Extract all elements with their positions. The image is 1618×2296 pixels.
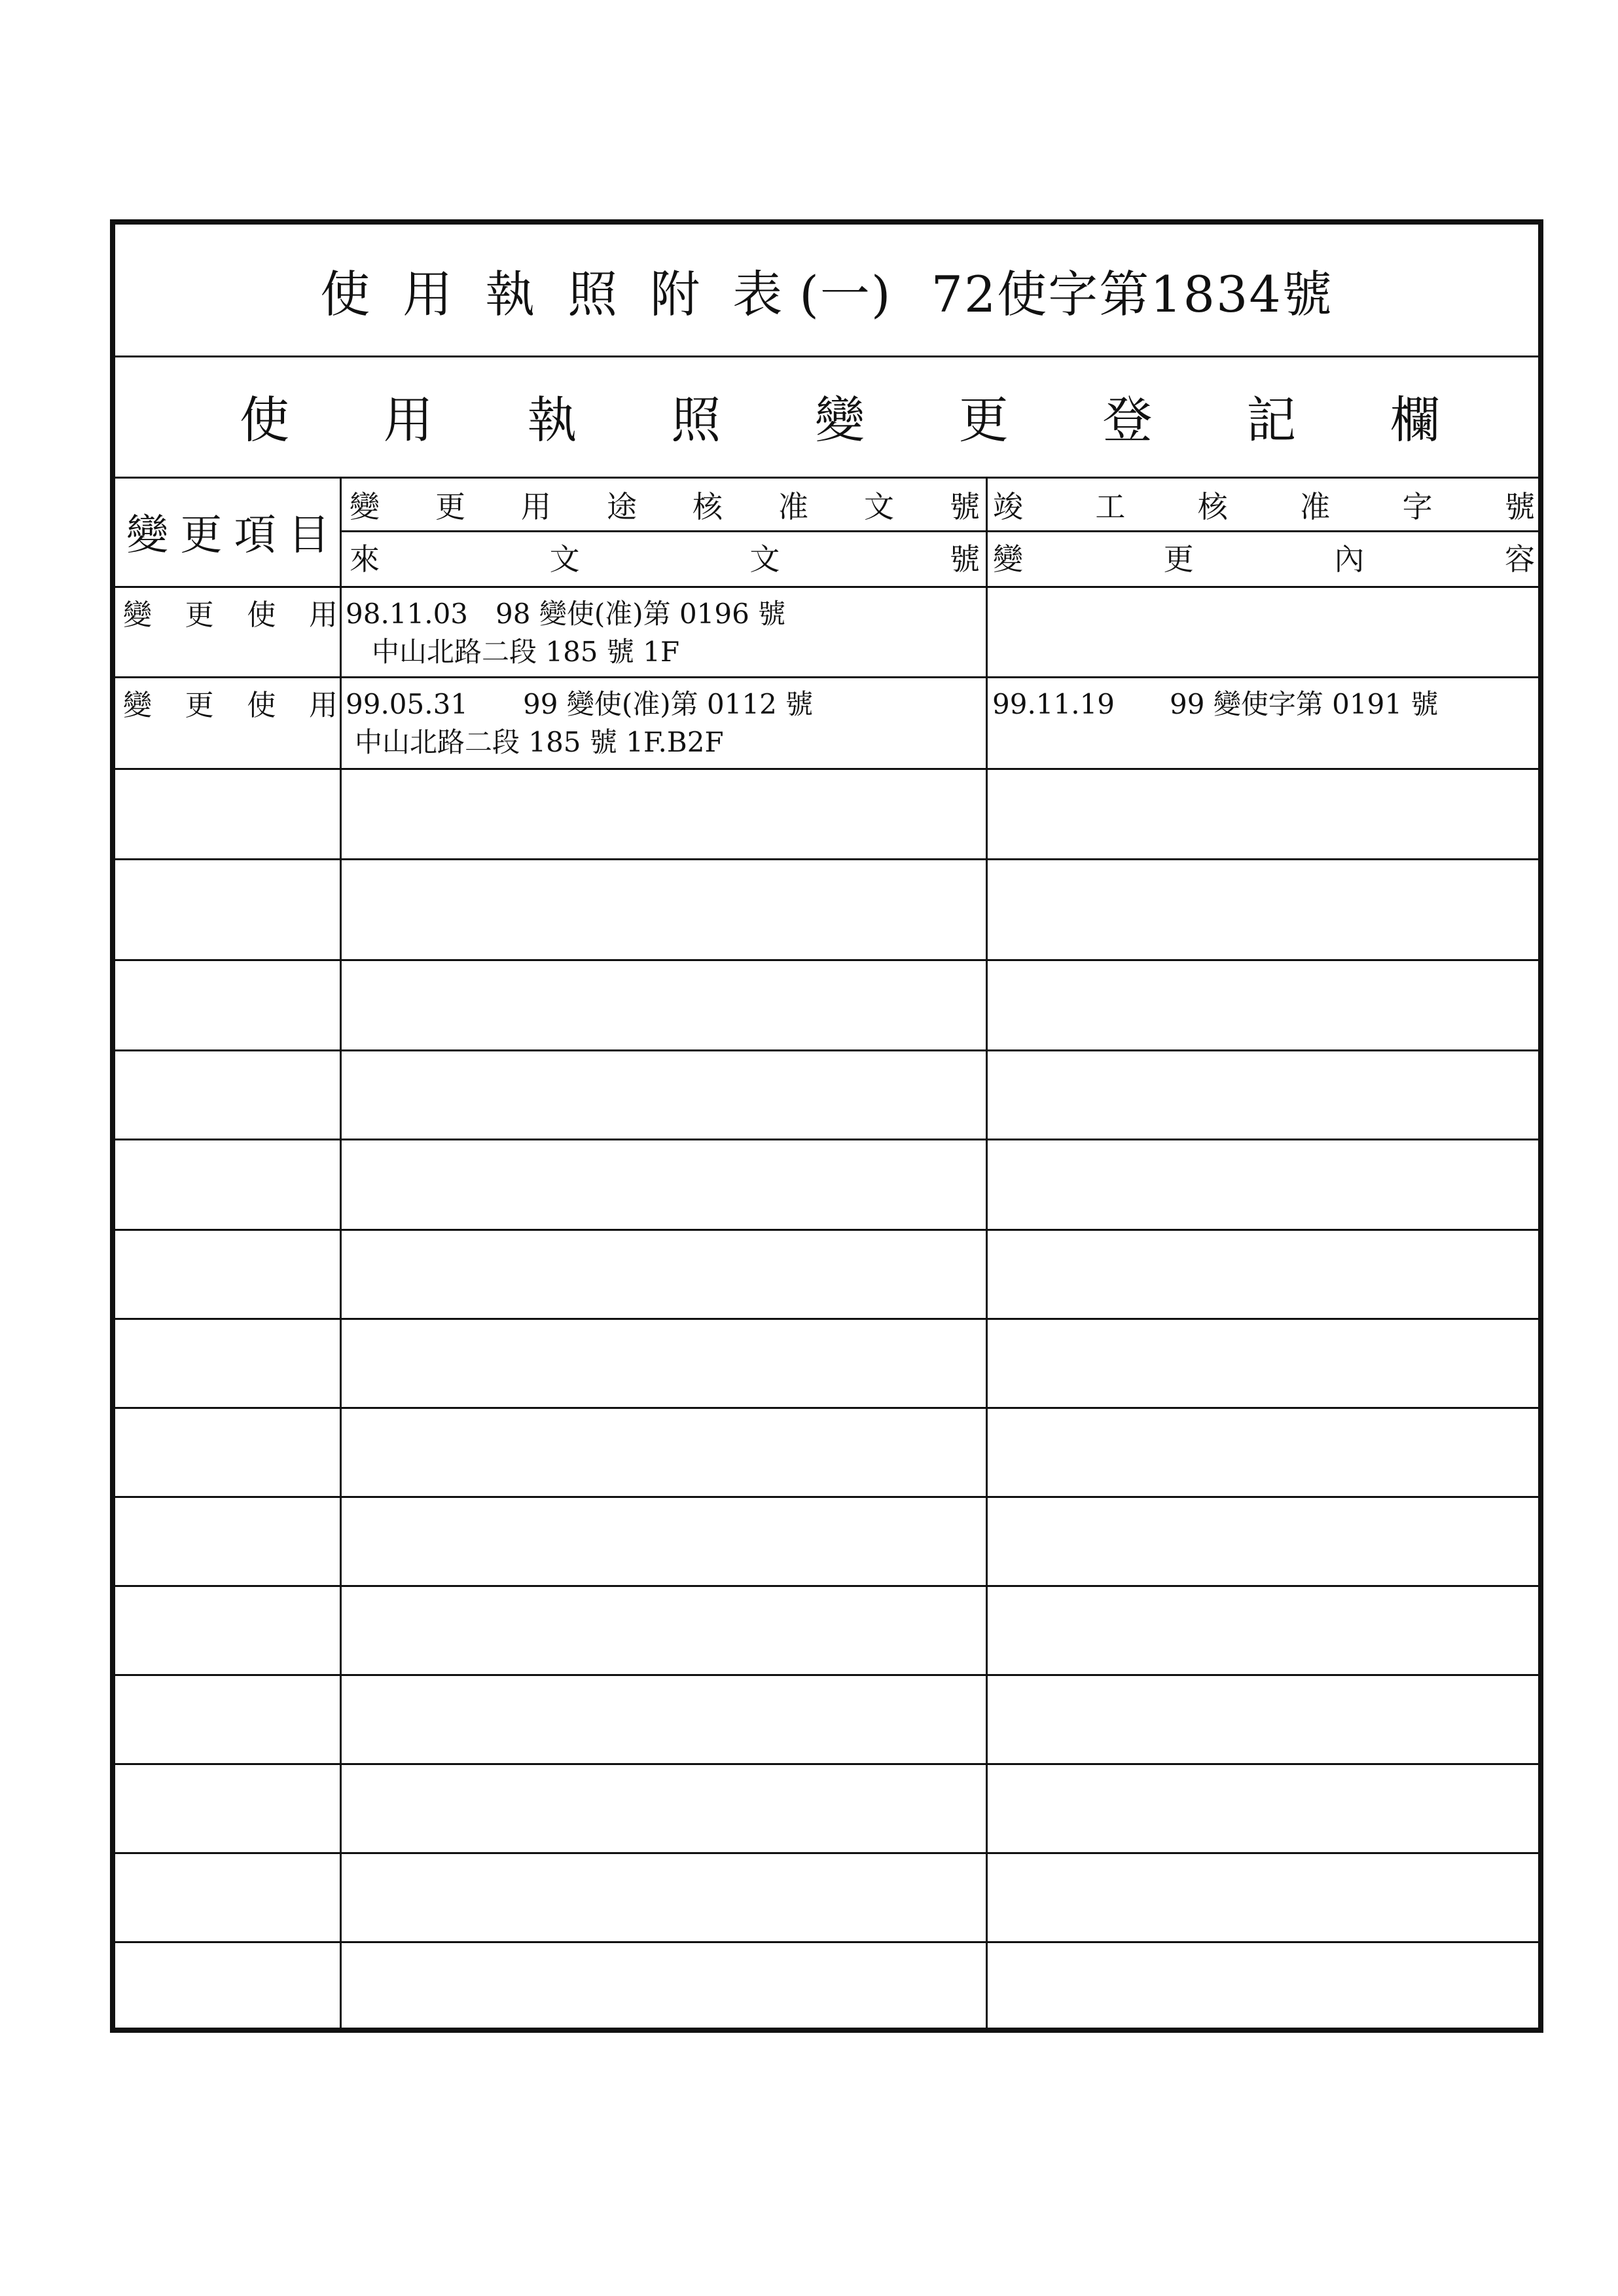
header-char: 項 (234, 511, 276, 560)
title-paren: (一) (799, 264, 892, 323)
divider (115, 1407, 1538, 1409)
header-char: 准 (778, 489, 808, 524)
item-char: 更 (185, 689, 214, 722)
header-char: 竣 (993, 489, 1023, 524)
divider (115, 768, 1538, 770)
header-char: 核 (1197, 489, 1228, 524)
header-char: 更 (180, 511, 223, 560)
title-char: 照 (567, 264, 619, 323)
divider (115, 1585, 1538, 1587)
subtitle-char: 登 (1102, 391, 1153, 449)
header-char: 用 (521, 489, 551, 524)
page-title (115, 225, 1538, 355)
subtitle-char: 使 (240, 391, 289, 449)
table-row-item (123, 687, 338, 725)
item-char: 更 (185, 598, 214, 632)
header-char: 准 (1300, 489, 1331, 524)
header-char: 核 (692, 489, 723, 524)
table-row-item (123, 596, 338, 634)
divider (115, 1318, 1538, 1320)
header-char: 號 (950, 489, 980, 524)
divider (341, 530, 1538, 532)
subtitle-char: 變 (815, 391, 865, 449)
divider (115, 1049, 1538, 1051)
divider (115, 1852, 1538, 1854)
header-char: 容 (1504, 541, 1535, 577)
header-char: 號 (949, 541, 980, 577)
subtitle-char: 照 (671, 391, 721, 449)
header-completion-approval (989, 481, 1539, 528)
item-char: 用 (308, 598, 338, 632)
header-change-content (989, 534, 1539, 581)
section-title (115, 355, 1538, 477)
header-change-item (115, 477, 341, 586)
subtitle-char: 用 (383, 391, 433, 449)
header-char: 文 (864, 489, 894, 524)
header-char: 來 (350, 541, 380, 577)
approval-line: 98.11.03 98 變使(准)第 0196 號 (346, 598, 786, 630)
column-divider (340, 477, 342, 2028)
header-char: 目 (287, 511, 330, 560)
header-char: 途 (607, 489, 637, 524)
approval-line: 99.05.31 99 變使(准)第 0112 號 (346, 688, 814, 720)
header-char: 號 (1504, 489, 1535, 524)
header-char: 工 (1095, 489, 1126, 524)
address-line: 中山北路二段 185 號 1F (372, 636, 680, 668)
item-char: 變 (123, 598, 152, 632)
header-char: 變 (350, 489, 380, 524)
title-char: 執 (485, 264, 537, 323)
subtitle-char: 欄 (1390, 391, 1440, 449)
subtitle-char: 記 (1246, 391, 1297, 449)
header-char: 內 (1334, 541, 1365, 577)
row2-completion: 99.11.19 99 變使字第 0191 號 (992, 688, 1439, 720)
divider (115, 1229, 1538, 1231)
title-char: 使 (320, 264, 372, 323)
license-number: 72使字第1834號 (931, 264, 1333, 323)
header-change-use-approval (346, 481, 984, 528)
title-char: 用 (403, 264, 454, 323)
row1-approval-doc (346, 595, 785, 671)
header-char: 文 (549, 541, 580, 577)
header-char: 變 (126, 511, 169, 560)
divider (115, 959, 1538, 961)
title-char: 表 (732, 264, 784, 323)
license-table (110, 219, 1543, 2033)
divider (115, 1763, 1538, 1765)
item-char: 使 (247, 598, 276, 632)
header-char: 文 (749, 541, 780, 577)
header-char: 字 (1402, 489, 1433, 524)
subtitle-char: 更 (958, 391, 1009, 449)
divider (115, 1496, 1538, 1498)
divider (115, 586, 1538, 588)
column-divider (986, 477, 988, 2028)
item-char: 用 (308, 689, 338, 722)
divider (115, 1941, 1538, 1943)
divider (115, 1674, 1538, 1676)
divider (115, 858, 1538, 860)
divider (115, 676, 1538, 678)
row2-approval-doc (346, 685, 813, 761)
item-char: 使 (247, 689, 276, 722)
header-char: 更 (435, 489, 465, 524)
divider (115, 1139, 1538, 1140)
header-char: 更 (1163, 541, 1194, 577)
header-incoming-doc (346, 534, 984, 581)
header-char: 變 (993, 541, 1023, 577)
subtitle-char: 執 (527, 391, 577, 449)
address-line: 中山北路二段 185 號 1F.B2F (355, 726, 724, 758)
item-char: 變 (123, 689, 152, 722)
title-char: 附 (650, 264, 702, 323)
